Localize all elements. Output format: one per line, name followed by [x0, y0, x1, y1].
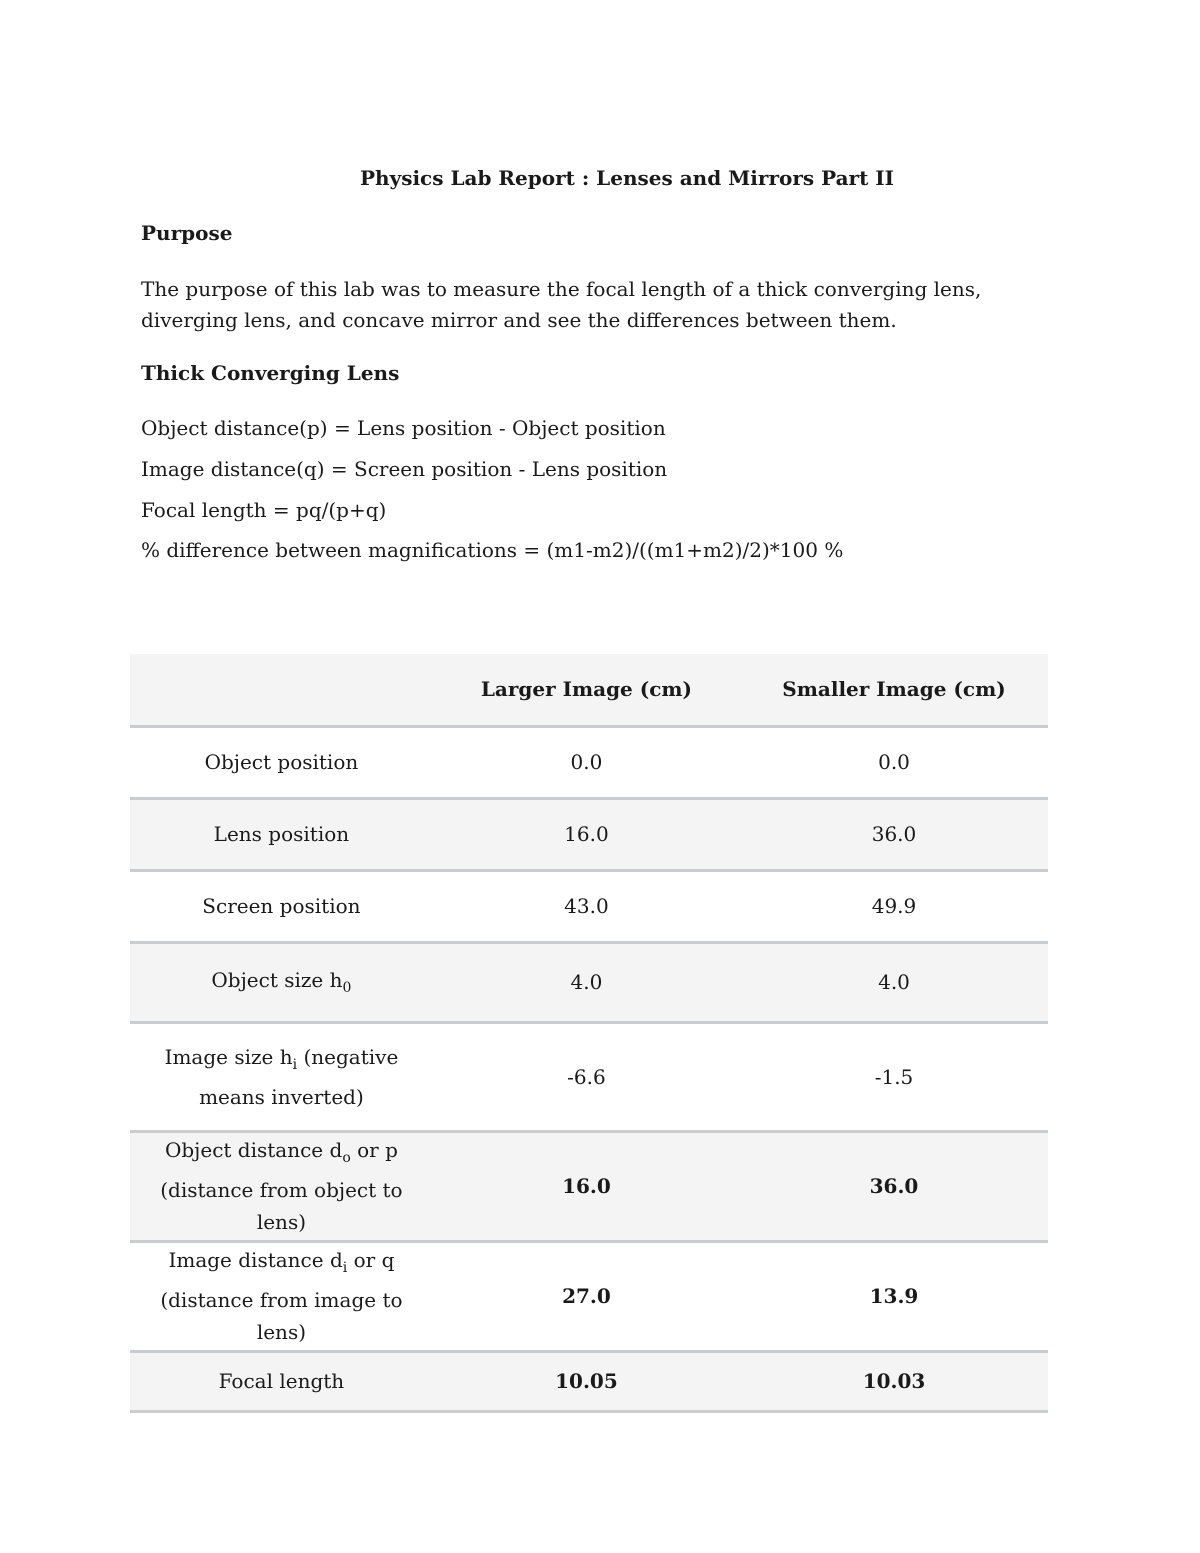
- cell-larger: -6.6: [567, 1064, 606, 1089]
- cell-smaller: 4.0: [878, 970, 910, 994]
- report-title: Physics Lab Report : Lenses and Mirrors Part II: [360, 166, 894, 190]
- table-row: [130, 1351, 1048, 1411]
- row-label: Image size $h_i$ (negative means inverted): [164, 1044, 399, 1109]
- formula-focal-length: Focal length = pq/(p+q): [141, 498, 387, 522]
- cell-smaller: 36.0: [869, 1174, 919, 1198]
- cell-larger: 16.0: [562, 1174, 611, 1198]
- row-label: Object size $h_0$: [211, 968, 352, 996]
- cell-smaller: 49.9: [871, 894, 917, 918]
- row-label: Object position: [204, 750, 359, 774]
- measurement-table: [130, 654, 1048, 1413]
- row-label: Object distance $d_o$ or p (distance from object to lens): [160, 1138, 403, 1234]
- formula-magnification-difference: % difference between magnifications = (m1-m2)/((m1+m2)/2)*100 %: [141, 538, 844, 562]
- table-row: [130, 726, 1048, 798]
- table-header-row: [130, 654, 1048, 726]
- table-row: [130, 798, 1048, 870]
- cell-smaller: 36.0: [871, 822, 917, 846]
- table-row: [130, 942, 1048, 1022]
- cell-larger: 43.0: [564, 894, 609, 918]
- cell-larger: 0.0: [570, 750, 603, 774]
- cell-smaller: -1.5: [874, 1064, 914, 1089]
- formula-image-distance: Image distance(q) = Screen position - Lens position: [141, 457, 668, 481]
- row-label: Lens position: [213, 822, 350, 846]
- header-smaller-image: Smaller Image (cm): [782, 677, 1006, 702]
- cell-larger: 27.0: [562, 1284, 611, 1308]
- row-label: Image distance $d_i$ or q (distance from image to lens): [160, 1248, 403, 1344]
- formula-object-distance: Object distance(p) = Lens position - Object position: [141, 416, 666, 440]
- table-row: [130, 1022, 1048, 1131]
- row-label: Screen position: [202, 894, 361, 918]
- table-row: [130, 1241, 1048, 1351]
- purpose-text: The purpose of this lab was to measure the focal length of a thick converging lens, diverging lens, and concave mirror and see the differences between them.: [141, 277, 982, 332]
- cell-smaller: 0.0: [878, 750, 910, 774]
- table-row: [130, 870, 1048, 942]
- cell-smaller: 13.9: [869, 1284, 919, 1308]
- cell-smaller: 10.03: [862, 1369, 926, 1393]
- header-empty: [130, 654, 433, 726]
- cell-larger: 10.05: [555, 1369, 618, 1393]
- table-row: [130, 1131, 1048, 1241]
- purpose-heading: Purpose: [141, 221, 233, 245]
- cell-larger: 16.0: [564, 822, 609, 846]
- section-heading: Thick Converging Lens: [141, 361, 400, 385]
- header-larger-image: Larger Image (cm): [480, 677, 693, 702]
- cell-larger: 4.0: [570, 970, 603, 994]
- row-label: Focal length: [218, 1369, 345, 1393]
